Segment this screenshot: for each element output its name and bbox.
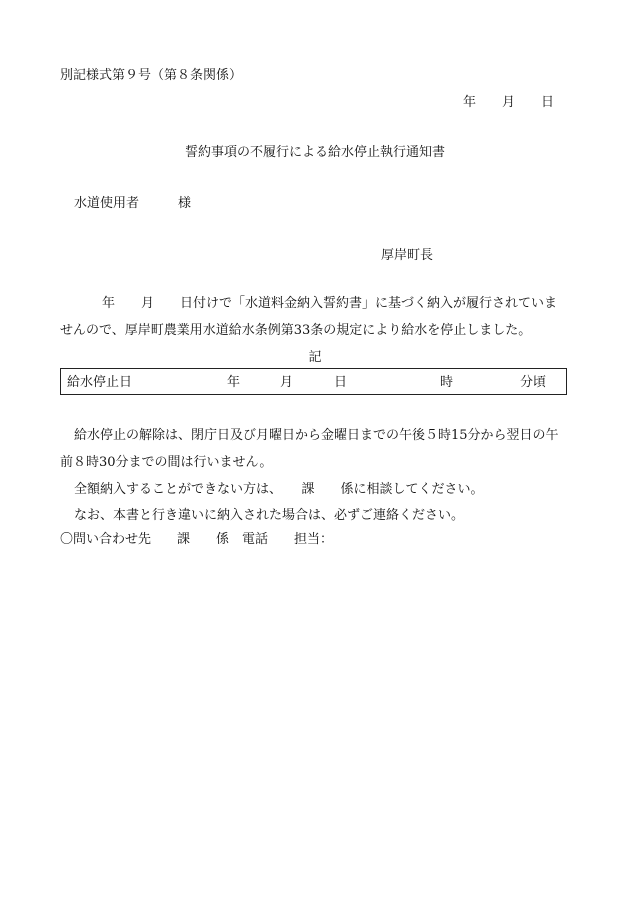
stop-date-year: 年 bbox=[227, 375, 241, 390]
release-paragraph-line2: 前８時30分までの間は行いません。 bbox=[60, 455, 273, 470]
form-number: 別記様式第９号（第８条関係） bbox=[60, 68, 243, 83]
consultation-paragraph: 全額納入することができない方は、 課 係に相談してください。 bbox=[74, 482, 484, 497]
stop-date-day: 日 bbox=[334, 375, 348, 390]
stop-date-hour: 時 bbox=[440, 375, 454, 390]
inquiry-contact-line: 〇問い合わせ先 課 係 電話 担当： bbox=[60, 532, 334, 547]
issuer: 厚岸町長 bbox=[381, 248, 434, 263]
notice-paragraph-line1: 年 月 日付けで「水道料金納入誓約書」に基づく納入が履行されていま bbox=[102, 296, 558, 311]
date-line: 年 月 日 bbox=[463, 95, 555, 110]
stop-date-label: 給水停止日 bbox=[67, 375, 133, 390]
release-paragraph-line1: 給水停止の解除は、閉庁日及び月曜日から金曜日までの午後５時15分から翌日の午 bbox=[74, 428, 559, 443]
notice-paragraph-line2: せんので、厚岸町農業用水道給水条例第33条の規定により給水を停止しました。 bbox=[60, 323, 532, 338]
stop-date-minute: 分頃 bbox=[520, 375, 547, 390]
stop-date-month: 月 bbox=[280, 375, 294, 390]
document-title: 誓約事項の不履行による給水停止執行通知書 bbox=[184, 145, 445, 160]
contact-request-paragraph: なお、本書と行き違いに納入された場合は、必ずご連絡ください。 bbox=[74, 508, 465, 523]
stop-date-box bbox=[60, 368, 567, 395]
ki-heading: 記 bbox=[308, 350, 322, 365]
recipient-line: 水道使用者 様 bbox=[74, 196, 192, 211]
